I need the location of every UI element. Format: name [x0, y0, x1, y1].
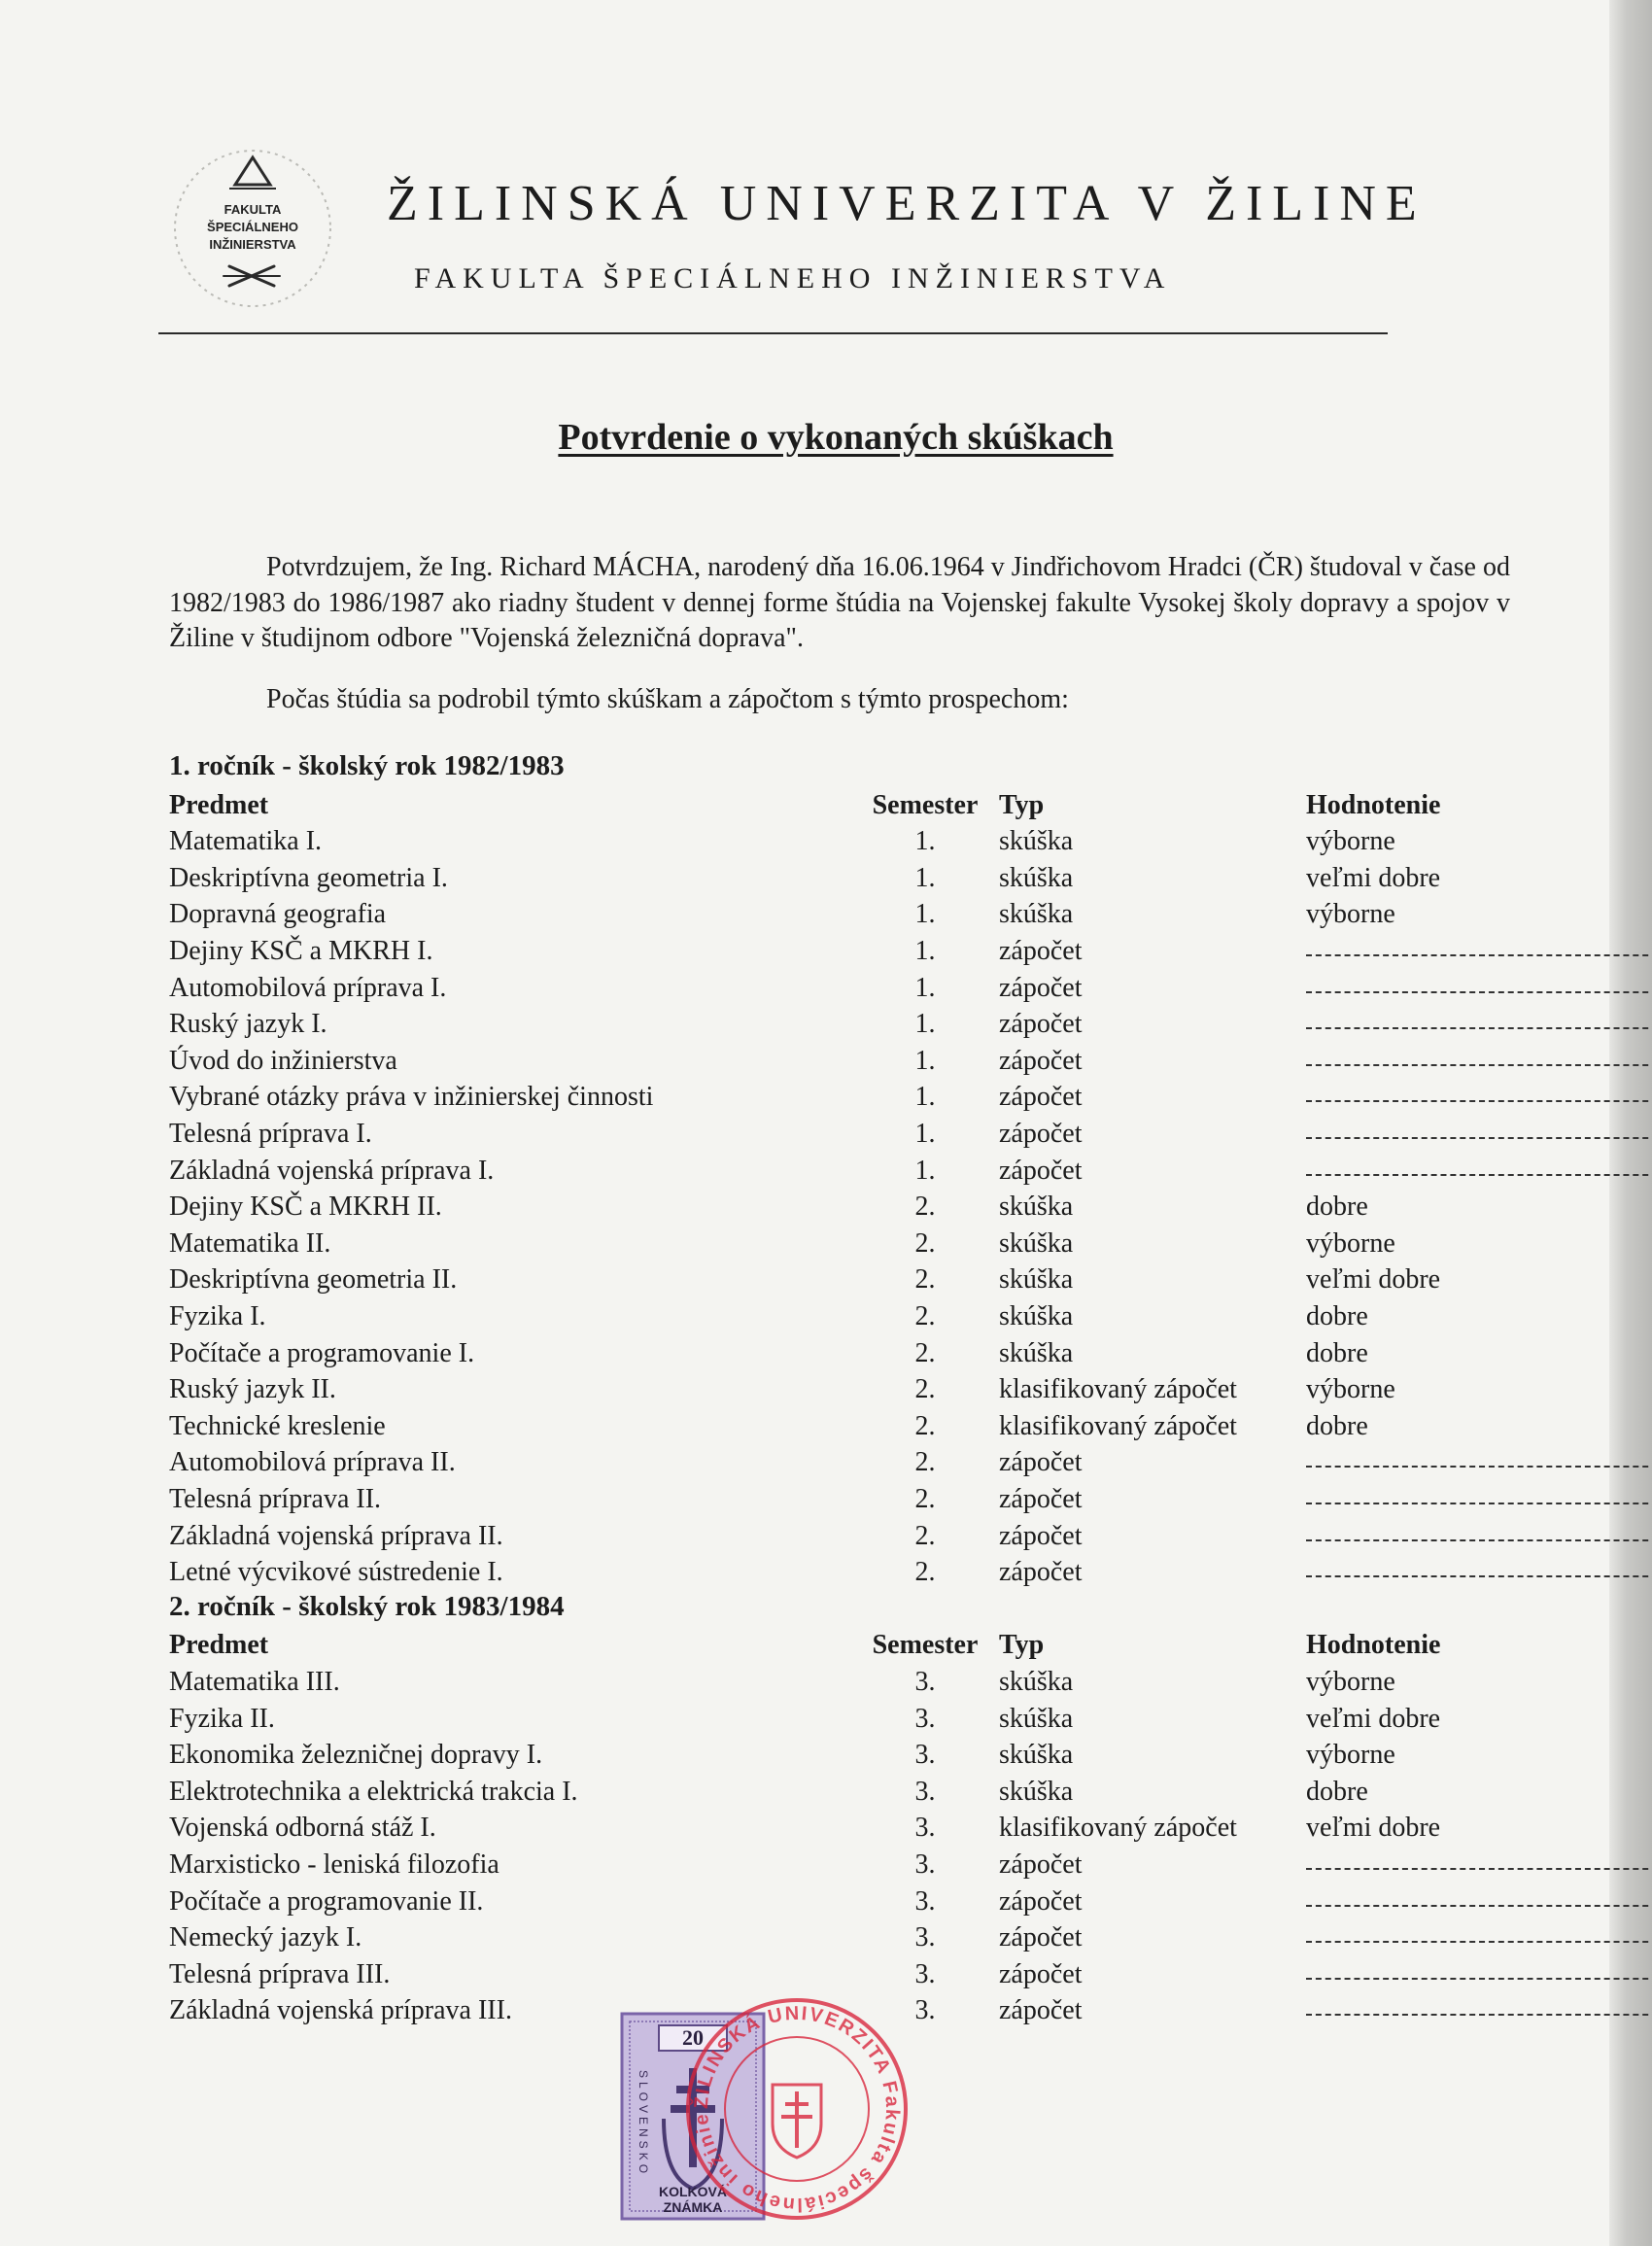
- table-row: [169, 1226, 1530, 1261]
- column-header-subject: Predmet: [169, 1630, 269, 1661]
- cell-type: zápočet: [999, 1520, 1083, 1551]
- cell-type: zápočet: [999, 1958, 1083, 1989]
- cell-grade-dash: [1306, 2014, 1652, 2016]
- cell-subject: Marxisticko - leniská filozofia: [169, 1849, 499, 1880]
- cell-semester: 1.: [914, 1009, 936, 1040]
- cell-grade-dash: [1306, 1978, 1652, 1980]
- cell-type: zápočet: [999, 1045, 1083, 1076]
- cell-grade-dash: [1306, 1503, 1652, 1504]
- cell-semester: 1.: [914, 899, 936, 930]
- cell-semester: 2.: [914, 1192, 936, 1223]
- cell-subject: Dopravná geografia: [169, 899, 387, 930]
- cell-grade: výborne: [1306, 1374, 1395, 1405]
- cell-grade-dash: [1306, 1064, 1652, 1066]
- cell-grade-dash: [1306, 1941, 1652, 1943]
- cell-semester: 2.: [914, 1447, 936, 1478]
- cell-subject: Vojenská odborná stáž I.: [169, 1813, 436, 1844]
- cell-grade: dobre: [1306, 1301, 1368, 1331]
- column-header-grade: Hodnotenie: [1306, 789, 1441, 820]
- cell-type: skúška: [999, 1264, 1074, 1296]
- cell-type: klasifikovaný zápočet: [999, 1410, 1237, 1441]
- table-row: [169, 1043, 1530, 1079]
- cell-semester: 1.: [914, 1155, 936, 1186]
- cell-subject: Ruský jazyk I.: [169, 1009, 327, 1040]
- cell-subject: Dejiny KSČ a MKRH II.: [169, 1192, 442, 1223]
- cell-semester: 2.: [914, 1520, 936, 1551]
- cell-grade: dobre: [1306, 1776, 1368, 1807]
- cell-semester: 1.: [914, 1119, 936, 1149]
- table-row: [169, 1189, 1530, 1225]
- faculty-logo: [165, 146, 340, 311]
- cell-semester: 2.: [914, 1557, 936, 1588]
- faculty-logo-emblem: [165, 146, 340, 311]
- cell-semester: 3.: [914, 1776, 936, 1807]
- cell-type: zápočet: [999, 1849, 1083, 1880]
- cell-subject: Základná vojenská príprava I.: [169, 1155, 495, 1186]
- cell-type: zápočet: [999, 1557, 1083, 1588]
- year-heading: 1. ročník - školský rok 1982/1983: [169, 750, 565, 781]
- cell-subject: Základná vojenská príprava II.: [169, 1520, 503, 1551]
- revenue-label-1: KOLKOVÁ: [659, 2184, 727, 2199]
- cell-type: klasifikovaný zápočet: [999, 1374, 1237, 1405]
- faculty-name: FAKULTA ŠPECIÁLNEHO INŽINIERSTVA: [414, 262, 1172, 294]
- cell-grade-dash: [1306, 1868, 1652, 1870]
- cell-subject: Matematika III.: [169, 1667, 340, 1697]
- cell-type: skúška: [999, 1337, 1074, 1368]
- table-header-row: [169, 787, 1530, 823]
- revenue-label-2: ZNÁMKA: [663, 2199, 723, 2215]
- cell-subject: Základná vojenská príprava III.: [169, 1995, 512, 2026]
- cell-semester: 1.: [914, 1045, 936, 1076]
- cell-grade-dash: [1306, 1575, 1652, 1577]
- table-row: [169, 1079, 1530, 1115]
- logo-line-1: FAKULTA: [224, 202, 282, 217]
- cell-semester: 2.: [914, 1374, 936, 1405]
- cell-grade-dash: [1306, 1466, 1652, 1468]
- cell-subject: Letné výcvikové sústredenie I.: [169, 1557, 503, 1588]
- cell-type: zápočet: [999, 1922, 1083, 1953]
- cell-subject: Dejiny KSČ a MKRH I.: [169, 936, 433, 966]
- cell-grade: výborne: [1306, 1740, 1395, 1771]
- table-row: [169, 1847, 1530, 1883]
- table-row: [169, 1116, 1530, 1152]
- column-header-type: Typ: [999, 1630, 1045, 1661]
- cell-grade-dash: [1306, 1539, 1652, 1541]
- table-row: [169, 1701, 1530, 1737]
- cell-semester: 3.: [914, 1849, 936, 1880]
- cell-grade: veľmi dobre: [1306, 1813, 1441, 1844]
- cell-subject: Fyzika II.: [169, 1703, 275, 1734]
- cell-subject: Deskriptívna geometria II.: [169, 1264, 458, 1296]
- year-heading: 2. ročník - školský rok 1983/1984: [169, 1590, 565, 1622]
- cell-semester: 2.: [914, 1301, 936, 1331]
- cell-subject: Automobilová príprava I.: [169, 972, 447, 1003]
- cell-type: zápočet: [999, 1885, 1083, 1917]
- cell-type: zápočet: [999, 1082, 1083, 1113]
- cell-grade: výborne: [1306, 826, 1395, 857]
- table-row: [169, 1408, 1530, 1444]
- cell-semester: 2.: [914, 1264, 936, 1296]
- cell-grade: výborne: [1306, 899, 1395, 930]
- header-divider: [158, 332, 1388, 334]
- cell-type: skúška: [999, 1667, 1074, 1697]
- cell-grade: veľmi dobre: [1306, 1703, 1441, 1734]
- cell-grade-dash: [1306, 1174, 1652, 1176]
- table-row: [169, 1810, 1530, 1846]
- cell-semester: 1.: [914, 936, 936, 966]
- table-row: [169, 1774, 1530, 1810]
- table-row: [169, 970, 1530, 1006]
- table-row: [169, 860, 1530, 896]
- cell-type: skúška: [999, 1301, 1074, 1331]
- table-row: [169, 1919, 1530, 1955]
- table-row: [169, 1664, 1530, 1700]
- cell-subject: Ruský jazyk II.: [169, 1374, 336, 1405]
- cell-semester: 1.: [914, 862, 936, 893]
- seal-text: ŽILINSKÁ UNIVERZITA Fakulta špeciálneho inžinie: [690, 2002, 904, 2216]
- cell-subject: Fyzika I.: [169, 1301, 266, 1331]
- cell-type: zápočet: [999, 936, 1083, 966]
- cell-semester: 3.: [914, 1740, 936, 1771]
- cell-subject: Úvod do inžinierstva: [169, 1045, 397, 1076]
- table-header-row: [169, 1627, 1530, 1663]
- cell-subject: Deskriptívna geometria I.: [169, 862, 448, 893]
- cell-semester: 1.: [914, 972, 936, 1003]
- cell-subject: Matematika I.: [169, 826, 323, 857]
- cell-subject: Nemecký jazyk I.: [169, 1922, 362, 1953]
- cell-type: zápočet: [999, 972, 1083, 1003]
- table-row: [169, 823, 1530, 859]
- table-row: [169, 1298, 1530, 1334]
- lead-sentence: Počas štúdia sa podrobil týmto skúškam a zápočtom s týmto prospechom:: [266, 684, 1069, 714]
- university-name: ŽILINSKÁ UNIVERZITA V ŽILINE: [387, 176, 1427, 231]
- table-row: [169, 896, 1530, 932]
- cell-type: zápočet: [999, 1995, 1083, 2026]
- cell-subject: Počítače a programovanie I.: [169, 1337, 475, 1368]
- cell-grade: výborne: [1306, 1667, 1395, 1697]
- cell-semester: 2.: [914, 1410, 936, 1441]
- cell-type: zápočet: [999, 1155, 1083, 1186]
- cell-grade: dobre: [1306, 1192, 1368, 1223]
- cell-subject: Telesná príprava III.: [169, 1958, 391, 1989]
- cell-type: skúška: [999, 1227, 1074, 1259]
- table-row: [169, 1481, 1530, 1517]
- university-seal-graphic: [680, 1992, 913, 2226]
- logo-line-3: INŽINIERSTVA: [209, 237, 296, 252]
- table-row: [169, 1261, 1530, 1297]
- cell-subject: Technické kreslenie: [169, 1410, 386, 1441]
- cell-grade: dobre: [1306, 1410, 1368, 1441]
- table-row: [169, 1153, 1530, 1189]
- cell-grade-dash: [1306, 991, 1652, 993]
- cell-semester: 3.: [914, 1667, 936, 1697]
- column-header-grade: Hodnotenie: [1306, 1630, 1441, 1661]
- cell-semester: 3.: [914, 1922, 936, 1953]
- cell-grade: výborne: [1306, 1227, 1395, 1259]
- intro-paragraph: [169, 550, 1510, 657]
- cell-semester: 2.: [914, 1337, 936, 1368]
- cell-semester: 2.: [914, 1227, 936, 1259]
- cell-semester: 3.: [914, 1885, 936, 1917]
- cell-type: skúška: [999, 826, 1074, 857]
- cell-grade: dobre: [1306, 1337, 1368, 1368]
- logo-line-2: ŠPECIÁLNEHO: [207, 220, 298, 234]
- cell-type: zápočet: [999, 1119, 1083, 1149]
- cell-type: skúška: [999, 1703, 1074, 1734]
- cell-semester: 3.: [914, 1995, 936, 2026]
- cell-type: zápočet: [999, 1484, 1083, 1514]
- table-row: [169, 1737, 1530, 1773]
- table-row: [169, 1518, 1530, 1554]
- cell-type: skúška: [999, 1776, 1074, 1807]
- cell-grade: veľmi dobre: [1306, 1264, 1441, 1296]
- column-header-semester: Semester: [872, 1630, 979, 1661]
- table-row: [169, 1444, 1530, 1480]
- cell-subject: Automobilová príprava II.: [169, 1447, 456, 1478]
- cell-subject: Telesná príprava II.: [169, 1484, 382, 1514]
- table-row: [169, 1006, 1530, 1042]
- cell-subject: Ekonomika železničnej dopravy I.: [169, 1740, 543, 1771]
- cell-grade-dash: [1306, 954, 1652, 956]
- cell-subject: Elektrotechnika a elektrická trakcia I.: [169, 1776, 578, 1807]
- column-header-type: Typ: [999, 789, 1045, 820]
- cell-subject: Počítače a programovanie II.: [169, 1885, 484, 1917]
- cell-semester: 3.: [914, 1703, 936, 1734]
- cell-type: skúška: [999, 862, 1074, 893]
- cell-grade-dash: [1306, 1027, 1652, 1029]
- cell-subject: Telesná príprava I.: [169, 1119, 372, 1149]
- intro-text: Potvrdzujem, že Ing. Richard MÁCHA, narodený dňa 16.06.1964 v Jindřichovom Hradci (ČR) študoval v čase od 1982/1983 do 1986/1987 ako riadny študent v dennej forme štúdia na Vojenskej fakulte Vysokej školy dopravy a spojov v Žiline v študijnom odbore "Vojenská železničná doprava".: [169, 552, 1510, 653]
- cell-type: skúška: [999, 1192, 1074, 1223]
- table-row: [169, 1371, 1530, 1407]
- cell-type: skúška: [999, 1740, 1074, 1771]
- cell-semester: 3.: [914, 1958, 936, 1989]
- column-header-subject: Predmet: [169, 789, 269, 820]
- table-row: [169, 1554, 1530, 1590]
- cell-semester: 1.: [914, 1082, 936, 1113]
- table-row: [169, 1335, 1530, 1371]
- revenue-value: 20: [682, 2025, 704, 2050]
- cell-grade-dash: [1306, 1905, 1652, 1907]
- cell-type: skúška: [999, 899, 1074, 930]
- cell-grade-dash: [1306, 1100, 1652, 1102]
- cell-subject: Matematika II.: [169, 1227, 331, 1259]
- cell-semester: 2.: [914, 1484, 936, 1514]
- cell-grade: veľmi dobre: [1306, 862, 1441, 893]
- cell-semester: 3.: [914, 1813, 936, 1844]
- cell-type: klasifikovaný zápočet: [999, 1813, 1237, 1844]
- column-header-semester: Semester: [872, 789, 979, 820]
- cell-subject: Vybrané otázky práva v inžinierskej činnosti: [169, 1082, 654, 1113]
- table-row: [169, 933, 1530, 969]
- cell-semester: 1.: [914, 826, 936, 857]
- university-seal: [680, 1992, 913, 2226]
- revenue-country: SLOVENSKO: [637, 2070, 650, 2178]
- page-edge-shadow: [1609, 0, 1652, 2246]
- table-row: [169, 1883, 1530, 1919]
- cell-type: zápočet: [999, 1447, 1083, 1478]
- cell-grade-dash: [1306, 1137, 1652, 1139]
- cell-type: zápočet: [999, 1009, 1083, 1040]
- document-title: Potvrdenie o vykonaných skúškach: [558, 417, 1114, 458]
- table-row: [169, 1956, 1530, 1992]
